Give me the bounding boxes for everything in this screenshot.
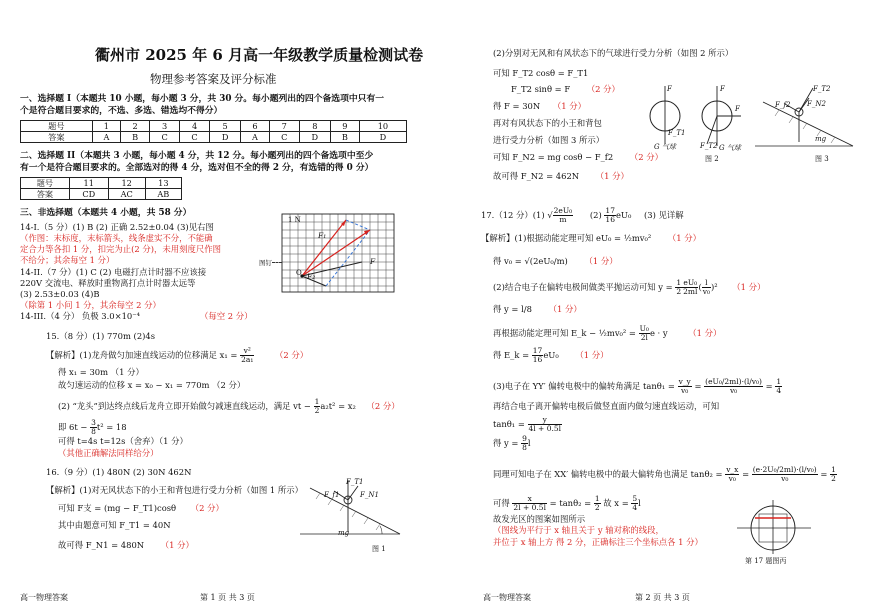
- q14-2-answer: 14-II.（7 分）(1) C (2) 电磁打点计时器不应该接: [20, 267, 207, 277]
- q17-line-4: [493, 304, 582, 314]
- table2-header-cell-3: 13: [145, 178, 181, 189]
- figure-3: [755, 82, 855, 154]
- q17-line-8: 再结合电子离开偏转电极后做竖直面内做匀速直线运动，可知: [493, 401, 720, 411]
- fig1-fn1-label: F_N1: [360, 491, 379, 499]
- table1-header-cell-1: 1: [92, 121, 121, 132]
- fig2-ft2-label: F_T2: [700, 142, 718, 150]
- fig3-fn2-label: F_N2: [807, 100, 826, 108]
- fig17-caption: 第 17 题图丙: [745, 557, 787, 565]
- q17-line-11-text: 同理可知电子在 XX′ 偏转电极中的最大偏转角也满足 tanθ₂ =: [493, 469, 726, 479]
- page-2: [435, 0, 870, 614]
- q15-line-4-rest: a₂t² = x₂: [320, 401, 356, 411]
- q17-line-1-text: 【解析】(1)根据动能定理可知 eU₀ = ½mv₀²: [481, 233, 652, 243]
- q16-line-2: [58, 503, 224, 513]
- fig2-f-label-2: F: [720, 85, 725, 93]
- q17-line-6-points: （1 分）: [575, 350, 609, 360]
- f-label: F: [370, 257, 376, 266]
- q17-line-4-text: 得 y = l/8: [493, 304, 532, 314]
- q15-analysis-1-points: （2 分）: [275, 350, 309, 360]
- q17-note-2: 并位于 x 轴上方 得 2 分，正确标注三个坐标点各 1 分）: [493, 537, 703, 547]
- page-title: 衢州市 2025 年 6 月高一年级教学质量检测试卷: [95, 46, 424, 64]
- section2-heading: 二、选择题 II（本题共 3 小题，每小题 4 分，共 12 分。每小题列出的四个备选项中至少: [20, 151, 374, 161]
- table1-header-cell-6: 6: [241, 121, 270, 132]
- q16-line-2-points: （2 分）: [190, 503, 224, 513]
- q17-line-7: (3)电子在 YY′ 偏转电极中的偏转角满足 tanθ₁ = $\frac{v\_y}{\text{v₀}}$ = $\frac{\text{(eU₀/2ml)·(l/v₀)}}{\text{v₀}}$ = $\frac{1}{4}$: [493, 377, 782, 395]
- p2-line-8-points: （1 分）: [595, 171, 629, 181]
- p2-line-4-points: （1 分）: [552, 101, 586, 111]
- q15-analysis-1: [46, 347, 308, 364]
- q15-fraction-den: 2a₁: [241, 355, 254, 364]
- q17-line-3-points: （1 分）: [732, 282, 766, 292]
- table1-answer-cell-3: C: [150, 132, 180, 143]
- q15-line-6-text: 可得 t=4s t=12s（舍弃）（1 分）: [58, 436, 188, 446]
- q14-3-answer: 14-III.（4 分） 负极 3.0×10⁻⁴: [20, 311, 141, 321]
- footer-left-2: 高一物理答案: [483, 593, 531, 602]
- table2-header-cell-2: 12: [108, 178, 145, 189]
- q17-line-12-mid: = tanθ₂ =: [546, 498, 594, 508]
- q15-half-fraction: $\frac{1}{2}$: [314, 397, 320, 415]
- section3-heading: 三、非选择题（本题共 4 小题，共 58 分）: [20, 208, 192, 218]
- p2-line-1: (2)分别对无风和有风状态下的气球进行受力分析（如图 2 所示）: [493, 48, 734, 58]
- table1-answer-cell-8: D: [299, 132, 330, 143]
- p2-line-7: [493, 152, 663, 162]
- q15-heading: 15.（8 分）(1) 770m (2)4s: [46, 331, 156, 341]
- q15-38-fraction: $\frac{3}{8}$: [91, 418, 96, 436]
- footer-left: 高一物理答案: [20, 593, 68, 602]
- q17-line-11: 同理可知电子在 XX′ 偏转电极中的最大偏转角也满足 tanθ₂ = $\frac{v\_x}{\text{v₀}}$ = $\frac{\text{(e·2U₀/2ml)·(l/v₀)}}{\text{v₀}}$ = $\frac{1}{2}$: [493, 465, 836, 483]
- q16-heading: 16.（9 分）(1) 480N (2) 30N 462N: [46, 467, 192, 477]
- fig2-caption: 图 2: [705, 155, 719, 163]
- table2-answer-cell-0: 答案: [21, 189, 70, 200]
- fig2-f-label-3: F: [735, 105, 740, 113]
- q16-line-4-text: 故可得 F_N1 = 480N: [58, 540, 145, 550]
- force-grid-figure: [282, 214, 394, 292]
- q17-line-7-text: (3)电子在 YY′ 偏转电极中的偏转角满足 tanθ₁ =: [493, 381, 678, 391]
- fig2-ft1-label: F_T1: [668, 129, 686, 137]
- q15-note: （其他正确解法同样给分）: [58, 448, 159, 458]
- q17-heading-b: (2): [589, 210, 602, 220]
- q15-line-3: 故匀速运动的位移 x = x₀ − x₁ = 770m （2 分）: [58, 380, 246, 390]
- table1-header-cell-9: 9: [330, 121, 359, 132]
- q16-line-4-points: （1 分）: [160, 540, 194, 550]
- p2-line-2: 可知 F_T2 cosθ = F_T1: [493, 68, 589, 78]
- pushpin-label: 图钉: [259, 259, 272, 267]
- table1-answer-cell-10: D: [359, 132, 406, 143]
- q17-line-13: 故发光区的图案如图所示: [493, 514, 586, 524]
- q17-line-12-text: 可得: [493, 498, 513, 508]
- p2-line-8: [493, 171, 629, 181]
- q17-heading-c: (3) 见详解: [644, 210, 684, 220]
- q14-2-line-2: 220V 交流电、释放时重物离打点计时器太远等: [20, 278, 196, 288]
- figure-17-c: [735, 498, 815, 556]
- q15-line-4-text: (2) “龙头”到达终点线后龙舟立即开始做匀减速直线运动，满足 vt −: [58, 401, 314, 411]
- o-label: O: [296, 269, 302, 277]
- q17-answer-2: $\frac{17}{16}$ eU₀: [605, 206, 632, 224]
- q17-heading: [481, 207, 684, 224]
- q17-line-2: [493, 256, 618, 266]
- table1-answer-cell-4: C: [180, 132, 210, 143]
- q17-line-3: (2)结合电子在偏转电极间做类平抛运动可知 y = $\frac{1}{2}$ $\frac{\text{eU₀}}{2ml}$ ( $\frac{l}{\text{v₀}}$ )² （1 分）: [493, 278, 766, 296]
- p2-line-6: 进行受力分析（如图 3 所示）: [493, 135, 605, 145]
- p2-line-4: [493, 101, 586, 111]
- q14-1-note-3: 不给分；其余每空 1 分）: [20, 255, 115, 265]
- q15-fraction: [240, 347, 254, 364]
- table1-answer-cell-9: B: [330, 132, 359, 143]
- table1-header-cell-10: 10: [359, 121, 406, 132]
- q17-line-9: tanθ₁ = $\frac{y}{4l + 0.5l}$: [493, 415, 562, 433]
- q17-line-2-text: 得 v₀ = √(2eU₀/m): [493, 256, 568, 266]
- q14-1-note-2: 定合力等各扣 1 分，扣完为止(2 分)，未用刻度尺作图: [20, 244, 222, 254]
- fig3-mg-label: mg: [815, 135, 827, 143]
- q14-3-note: （每空 2 分）: [200, 311, 253, 321]
- q16-line-4: [58, 540, 194, 550]
- p2-line-7-text: 可知 F_N2 = mg cosθ − F_f2: [493, 152, 614, 162]
- q17-line-10: 得 y = $\frac{9}{8}$ l: [493, 434, 531, 452]
- q17-heading-a: 17.（12 分）(1): [481, 210, 545, 220]
- table1-header-cell-3: 3: [150, 121, 180, 132]
- p2-line-8-text: 故可得 F_N2 = 462N: [493, 171, 580, 181]
- q17-note-1: （图线为平行于 x 轴且关于 y 轴对称的线段，: [493, 525, 664, 535]
- table1-header-cell-8: 8: [299, 121, 330, 132]
- q17-line-5-points: （1 分）: [688, 328, 722, 338]
- answer-table-2: [20, 177, 182, 200]
- fig3-ft2-label: F_T2: [813, 85, 831, 93]
- fig2-g-label: G 气球: [654, 143, 676, 151]
- p2-line-3: [511, 84, 620, 94]
- q17-line-6-text: 得 E_k =: [493, 350, 532, 360]
- q17-line-12: 可得 $\frac{x}{2l + 0.5l}$ = tanθ₂ = $\frac{1}{2}$ 故 x = $\frac{5}{4}$ l: [493, 494, 641, 512]
- fig1-mg-label: mg: [338, 529, 350, 537]
- table1-header-cell-5: 5: [210, 121, 241, 132]
- p2-line-7-points: （2 分）: [629, 152, 664, 162]
- fig2-g-label-2: G 气球: [719, 144, 741, 152]
- table1-header-cell-0: 题号: [21, 121, 93, 132]
- q15-line-5: [58, 419, 127, 436]
- q14-2-line-3: (3) 2.53±0.03 (4)B: [20, 289, 100, 299]
- q17-answer-1: √ $\frac{\text{2eU₀}}{m}$: [547, 206, 573, 224]
- pushpin-leader: [272, 262, 282, 263]
- table1-answer-cell-6: A: [241, 132, 270, 143]
- q15-line-2: 得 x₁ = 30m （1 分）: [58, 367, 144, 377]
- fig2-f-label-1: F: [667, 85, 672, 93]
- table1-header-cell-7: 7: [269, 121, 299, 132]
- q14-1-answer: 14-I.（5 分）(1) B (2) 正确 2.52±0.04 (3)见右图: [20, 222, 214, 232]
- p2-line-3-text: F_T2 sinθ = F: [511, 84, 571, 94]
- p2-line-4-text: 得 F = 30N: [493, 101, 541, 111]
- table1-answer-cell-1: A: [92, 132, 121, 143]
- fig1-caption: 图 1: [372, 545, 386, 553]
- q15-line-4-points: （2 分）: [366, 401, 400, 411]
- fig1-ff1-label: F_f1: [324, 491, 340, 499]
- q15-line-4: [58, 398, 400, 415]
- table1-header-cell-4: 4: [180, 121, 210, 132]
- q14-1-note-1: （作图：末标度，末标箭头，线条虚实不分，不能确: [20, 233, 213, 243]
- q17-line-1-points: （1 分）: [667, 233, 702, 243]
- table2-header-cell-0: 题号: [21, 178, 70, 189]
- q15-fraction-num: v²: [240, 347, 254, 356]
- table2-header-cell-1: 11: [69, 178, 108, 189]
- q15-analysis-1-text: 【解析】(1)龙舟做匀加速直线运动的位移满足 x₁ =: [46, 350, 238, 360]
- q15-line-5-text: 即 6t −: [58, 422, 91, 432]
- section1-heading: 一、选择题 I（本题共 10 小题，每小题 3 分，共 30 分。每小题列出的四个备选项中只有一: [20, 94, 385, 104]
- q14-2-note: （除第 1 小问 1 分，其余每空 2 分）: [20, 300, 161, 310]
- q17-line-12-end: 故 x =: [600, 498, 632, 508]
- q17-line-9-text: tanθ₁ =: [493, 419, 528, 429]
- q17-line-2-points: （1 分）: [584, 256, 618, 266]
- table2-answer-cell-3: AB: [145, 189, 181, 200]
- section2-heading-2: 有一个是符合题目要求的。全部选对的得 4 分，选对但不全的得 2 分，有选错的得 0 分）: [20, 163, 374, 173]
- q17-line-1: [481, 233, 701, 243]
- table2-answer-cell-1: CD: [69, 189, 108, 200]
- q17-line-4-points: （1 分）: [548, 304, 582, 314]
- q15-line-5-rest: t² = 18: [96, 422, 127, 432]
- section1-heading-2: 个是符合题目要求的，不选、多选、错选均不得分）: [20, 106, 223, 116]
- q15-line-6: [58, 436, 188, 446]
- f1-label: F₁: [318, 231, 327, 240]
- fig3-caption: 图 3: [815, 155, 829, 163]
- resultant-vector: [302, 230, 370, 276]
- fig3-ff2-label: F_f2: [775, 101, 791, 109]
- footer-page-2: 第 2 页 共 3 页: [635, 593, 690, 602]
- q17-line-10-text: 得 y =: [493, 438, 522, 448]
- f2-label: F₂: [307, 272, 316, 281]
- scale-label: 1 N: [288, 216, 301, 224]
- p2-line-3-points: （2 分）: [586, 84, 620, 94]
- table2-answer-cell-2: AC: [108, 189, 145, 200]
- table1-answer-cell-5: D: [210, 132, 241, 143]
- p2-line-5: 再对有风状态下的小王和背包: [493, 118, 602, 128]
- page-subtitle: 物理参考答案及评分标准: [150, 72, 277, 86]
- fig1-ft1-label: F_T1: [346, 478, 364, 486]
- q17-line-5: 再根据动能定理可知 E_k − ½mv₀² = $\frac{\text{U₀}}{2l}$ e · y （1 分）: [493, 324, 722, 342]
- q16-line-2-text: 可知 F支 = (mg − F_T1)cosθ: [58, 503, 177, 513]
- table1-answer-cell-0: 答案: [21, 132, 93, 143]
- q16-line-3: 其中由题意可知 F_T1 = 40N: [58, 520, 171, 530]
- q17-line-6: 得 E_k = $\frac{17}{16}$ eU₀ （1 分）: [493, 346, 609, 364]
- table1-answer-cell-2: B: [121, 132, 150, 143]
- q17-line-5-text: 再根据动能定理可知 E_k − ½mv₀² =: [493, 328, 639, 338]
- table1-header-cell-2: 2: [121, 121, 150, 132]
- q17-line-3-text: (2)结合电子在偏转电极间做类平抛运动可知 y =: [493, 282, 676, 292]
- footer-page: 第 1 页 共 3 页: [200, 593, 255, 602]
- answer-table-1: [20, 120, 407, 143]
- q16-analysis-1: 【解析】(1)对无风状态下的小王和背包进行受力分析（如图 1 所示）: [46, 485, 304, 495]
- table1-answer-cell-7: C: [269, 132, 299, 143]
